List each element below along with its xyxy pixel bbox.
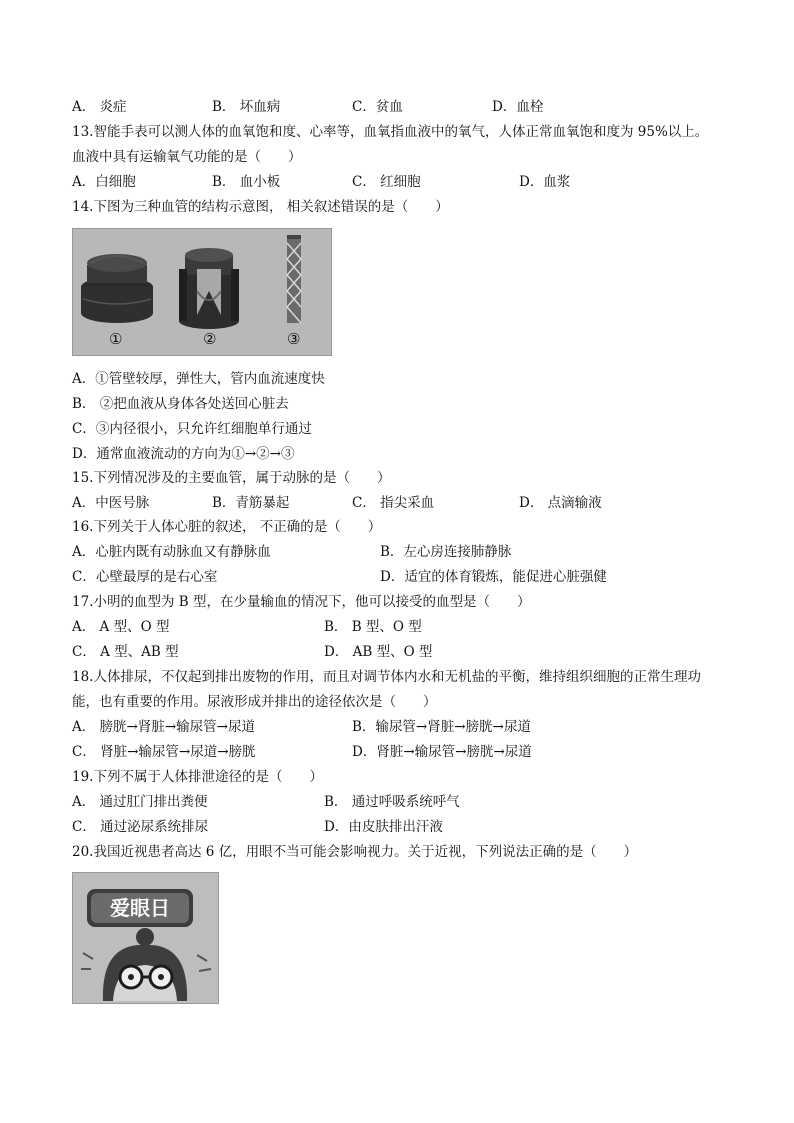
blood-vessel-figure [72, 228, 332, 356]
q12-option-c[interactable]: C．贫血 [352, 99, 403, 115]
q17-stem: 17.小明的血型为 B 型，在少量输血的情况下，他可以接受的血型是（ ） [72, 594, 531, 610]
q19-option-a[interactable]: A． 通过肛门排出粪便 [72, 794, 208, 810]
q18-option-d[interactable]: D．肾脏→输尿管→膀胱→尿道 [352, 744, 532, 760]
q13-option-a[interactable]: A．白细胞 [72, 174, 136, 190]
q18-stem-line1: 18.人体排尿，不仅起到排出废物的作用，而且对调节体内水和无机盐的平衡，维持组织细胞的正常生理功 [72, 669, 701, 685]
eye-day-poster [72, 872, 219, 1004]
q16-option-c[interactable]: C．心壁最厚的是右心室 [72, 569, 218, 585]
q16-option-b[interactable]: B．左心房连接肺静脉 [380, 544, 512, 560]
q16-option-d[interactable]: D．适宜的体育锻炼，能促进心脏强健 [380, 569, 607, 585]
q12-option-a[interactable]: A． 炎症 [72, 99, 127, 115]
figure-label-1: ① [109, 330, 123, 348]
q17-option-b[interactable]: B． B 型、O 型 [324, 619, 422, 635]
q13-option-c[interactable]: C． 红细胞 [352, 174, 421, 190]
figure-label-2: ② [203, 330, 217, 348]
q15-stem: 15.下列情况涉及的主要血管，属于动脉的是（ ） [72, 470, 391, 486]
q18-option-c[interactable]: C． 肾脏→输尿管→尿道→膀胱 [72, 744, 256, 760]
q20-stem: 20.我国近视患者高达 6 亿，用眼不当可能会影响视力。关于近视，下列说法正确的是（ ） [72, 844, 638, 860]
q13-stem-line1: 13.智能手表可以测人体的血氧饱和度、心率等，血氧指血液中的氧气，人体正常血氧饱和度为 95%以上。 [72, 124, 709, 140]
q15-option-d[interactable]: D． 点滴输液 [519, 495, 602, 511]
q13-option-d[interactable]: D．血浆 [519, 174, 571, 190]
q19-option-d[interactable]: D．由皮肤排出汗液 [324, 819, 443, 835]
eye-day-illustration [73, 873, 218, 1003]
vein-drawing [179, 248, 239, 329]
q18-option-a[interactable]: A． 膀胱→肾脏→输尿管→尿道 [72, 719, 255, 735]
poster-title: 爱眼日 [110, 896, 170, 920]
artery-drawing [81, 254, 153, 323]
q14-option-d[interactable]: D．通常血液流动的方向为①→②→③ [72, 446, 295, 462]
q15-option-b[interactable]: B．青筋暴起 [212, 495, 290, 511]
q19-stem: 19.下列不属于人体排泄途径的是（ ） [72, 769, 323, 785]
figure-label-3: ③ [287, 330, 301, 348]
q14-option-a[interactable]: A．①管壁较厚，弹性大，管内血流速度快 [72, 371, 325, 387]
q12-option-d[interactable]: D．血栓 [492, 99, 544, 115]
q14-option-c[interactable]: C．③内径很小，只允许红细胞单行通过 [72, 421, 312, 437]
q18-option-b[interactable]: B．输尿管→肾脏→膀胱→尿道 [352, 719, 531, 735]
q14-option-b[interactable]: B． ②把血液从身体各处送回心脏去 [72, 396, 289, 412]
q16-option-a[interactable]: A．心脏内既有动脉血又有静脉血 [72, 544, 271, 560]
q13-option-b[interactable]: B． 血小板 [212, 174, 281, 190]
q17-option-a[interactable]: A． A 型、O 型 [72, 619, 170, 635]
q17-option-c[interactable]: C． A 型、AB 型 [72, 644, 179, 660]
q14-stem: 14.下图为三种血管的结构示意图， 相关叙述错误的是（ ） [72, 199, 449, 215]
q12-option-b[interactable]: B． 坏血病 [212, 99, 281, 115]
capillary-drawing [287, 235, 301, 323]
q17-option-d[interactable]: D． AB 型、O 型 [324, 644, 433, 660]
q19-option-c[interactable]: C． 通过泌尿系统排尿 [72, 819, 209, 835]
q18-stem-line2: 能，也有重要的作用。尿液形成并排出的途径依次是（ ） [72, 694, 437, 710]
q13-stem-line2: 血液中具有运输氧气功能的是（ ） [72, 149, 302, 165]
q19-option-b[interactable]: B． 通过呼吸系统呼气 [324, 794, 460, 810]
q16-stem: 16.下列关于人体心脏的叙述， 不正确的是（ ） [72, 519, 382, 535]
q15-option-a[interactable]: A．中医号脉 [72, 495, 150, 511]
q15-option-c[interactable]: C． 指尖采血 [352, 495, 435, 511]
